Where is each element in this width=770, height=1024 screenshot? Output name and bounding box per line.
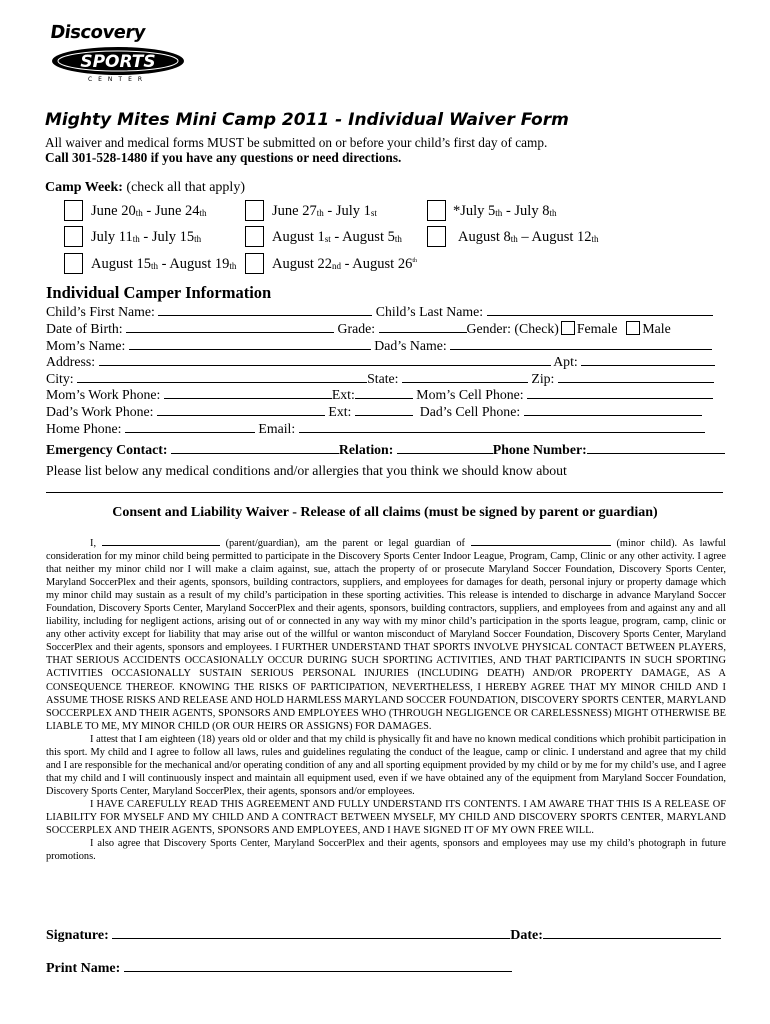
row-address: Address: Apt: bbox=[46, 353, 715, 370]
row-mom-phones: Mom’s Work Phone: Ext: Mom’s Cell Phone: bbox=[46, 386, 713, 403]
row-city: City: State: Zip: bbox=[46, 370, 714, 387]
dad-cell-field[interactable] bbox=[524, 403, 702, 416]
week-checkbox-8[interactable] bbox=[245, 253, 264, 274]
state-field[interactable] bbox=[402, 370, 528, 383]
week-option-4: July $11_{th}$ - July $15_{th}$ bbox=[91, 229, 202, 245]
grade-field[interactable] bbox=[379, 320, 467, 333]
parent-name-field[interactable] bbox=[102, 536, 220, 546]
waiver-paragraph-4: I also agree that Discovery Sports Center, Maryland SoccerPlex and their agents, sponsors and employees may use my child’s photograph in future promotions. bbox=[46, 838, 726, 863]
week-option-6: August $8_{th}$ – August $12_{th}$ bbox=[458, 229, 599, 245]
mom-ext-field[interactable] bbox=[355, 386, 413, 399]
dad-work-phone-field[interactable] bbox=[157, 403, 325, 416]
last-name-field[interactable] bbox=[487, 303, 713, 316]
print-name-field[interactable] bbox=[124, 958, 512, 972]
row-parents: Mom’s Name: Dad’s Name: bbox=[46, 337, 712, 354]
dad-name-field[interactable] bbox=[450, 337, 712, 350]
home-phone-field[interactable] bbox=[125, 420, 255, 433]
relation-field[interactable] bbox=[397, 441, 493, 454]
camper-info-heading: Individual Camper Information bbox=[46, 283, 272, 302]
week-option-1: June $20_{th}$ - June $24_{th}$ bbox=[91, 203, 207, 219]
week-option-5: August $1_{st}$ - August $5_{th}$ bbox=[272, 229, 402, 245]
logo-center-text: CENTER bbox=[87, 76, 149, 82]
address-field[interactable] bbox=[99, 353, 551, 366]
week-checkbox-5[interactable] bbox=[245, 226, 264, 247]
week-option-8: August $22_{nd}$ - August 26th bbox=[272, 256, 417, 272]
logo-sports-text: SPORTS bbox=[80, 52, 156, 72]
dob-field[interactable] bbox=[126, 320, 334, 333]
week-checkbox-1[interactable] bbox=[64, 200, 83, 221]
logo-sports-center bbox=[50, 44, 187, 82]
row-dob-grade-gender: Date of Birth: Grade: Gender: (Check) Female Male bbox=[46, 321, 671, 336]
waiver-body bbox=[46, 536, 726, 863]
dad-ext-field[interactable] bbox=[355, 403, 413, 416]
camp-week-label-row bbox=[45, 180, 245, 196]
week-checkbox-4[interactable] bbox=[64, 226, 83, 247]
zip-field[interactable] bbox=[558, 370, 714, 383]
row-emergency: Emergency Contact: Relation: Phone Number: bbox=[46, 441, 725, 458]
week-checkbox-3[interactable] bbox=[427, 200, 446, 221]
signature-field[interactable] bbox=[112, 925, 510, 939]
mom-work-phone-field[interactable] bbox=[164, 386, 332, 399]
week-option-3: *July $5_{th}$ - July $8_{th}$ bbox=[453, 203, 557, 219]
week-checkbox-7[interactable] bbox=[64, 253, 83, 274]
row-dad-phones: Dad’s Work Phone: Ext: Dad’s Cell Phone: bbox=[46, 403, 702, 420]
waiver-heading: Consent and Liability Waiver - Release of all claims (must be signed by parent or guardian) bbox=[112, 505, 658, 520]
row-child-name: Child’s First Name: Child’s Last Name: bbox=[46, 303, 713, 320]
emergency-phone-field[interactable] bbox=[587, 441, 725, 454]
medical-conditions-field[interactable] bbox=[46, 480, 723, 493]
medical-conditions-label: Please list below any medical conditions and/or allergies that you think we should know about bbox=[46, 463, 567, 478]
emergency-contact-field[interactable] bbox=[171, 441, 339, 454]
print-name-row: Print Name: bbox=[46, 958, 512, 977]
camp-week-hint: (check all that apply) bbox=[126, 180, 245, 195]
week-option-2: June $27_{th}$ - July $1_{st}$ bbox=[272, 203, 377, 219]
signature-row: Signature: Date: bbox=[46, 925, 721, 944]
waiver-paragraph-2: I attest that I am eighteen (18) years old or older and that my child is physically fit and have no known medical conditions which prohibit participation in this sport. My child and I agree to follow all laws, rules and guidelines regulating the conduct of the league, camp or clinic. I understand and agree that my child and I are responsible for the mechanical and/or operating condition of any and all sporting equipment provided by my child or by me for my child’s use, and I agree that my child and I will continuously inspect and maintain all equipment used, even if we have obtained any of the equipment from Maryland Soccer Foundation, Discovery Sports Center, Maryland SoccerPlex, their agents, sponsors and/or employees. bbox=[46, 733, 726, 797]
email-field[interactable] bbox=[299, 420, 705, 433]
week-option-7: August $15_{th}$ - August $19_{th}$ bbox=[91, 256, 237, 272]
row-home-email: Home Phone: Email: bbox=[46, 420, 705, 437]
week-checkbox-2[interactable] bbox=[245, 200, 264, 221]
first-name-field[interactable] bbox=[158, 303, 372, 316]
waiver-paragraph-1: I, (parent/guardian), am the parent or legal guardian of (minor child). As lawful consideration for my minor child being permitted to participate in the Discovery Sports Center Indoor League, Program, Camp, Clinic or any other activity. I agree that neither my minor child nor I will make a claim against, sue, attach the property of or prosecute Maryland Soccer Foundation, Discovery Sports Center, Maryland SoccerPlex and their agents, sponsors, building contractors, suppliers, and employees for damages for death, personal injury or property damage which my minor child may sustain as a result of my child’s participation in these sporting activities. This release is intended to discharge in advance Maryland Soccer Foundation, Discovery Sports Center, Maryland SoccerPlex and their agents, sponsors, building contractors, suppliers, and employees from and against any and all liability, including for negligent actions, arising out of or connected in any way with my minor child’s participation in the sports league, program, camp, clinic or any other activity except for liability that may arise out of the willful or wanton misconduct of Maryland Soccer Foundation, Discovery Sports Center, Maryland SoccerPlex and their agents, sponsors and employees. I FURTHER UNDERSTAND THAT SPORTS INVOLVE PHYSICAL CONTACT BETWEEN PLAYERS, THAT SERIOUS ACCIDENTS OCCASIONALLY OCCUR DURING SUCH SPORTING ACTIVITIES, AND THAT PARTICIPANTS IN SUCH SPORTING ACTIVITIES OCCASIONALLY SUSTAIN SERIOUS PERSONAL INJURIES (INCLUDING DEATH) AND/OR PROPERTY DAMAGE, AS A CONSEQUENCE THEREOF. KNOWING THE RISKS OF PARTICIPATION, NEVERTHELESS, I HEREBY AGREE THAT MY MINOR CHILD AND I ASSUME THOSE RISKS AND RELEASE AND HOLD HARMLESS MARYLAND SOCCER FOUNDATION, DISCOVERY SPORTS CENTER, MARYLAND SOCCERPLEX AND THEIR AGENTS, SPONSORS AND EMPLOYEES WHO (THROUGH NEGLIGENCE OR CARELESSNESS) MIGHT OTHERWISE BE LIABLE TO ME, MY MINOR CHILD (OR OUR HEIRS OR ASSIGNS) FOR DAMAGES. bbox=[46, 538, 726, 732]
date-field[interactable] bbox=[543, 925, 721, 939]
minor-child-field[interactable] bbox=[471, 536, 611, 546]
waiver-paragraph-3: I HAVE CAREFULLY READ THIS AGREEMENT AND FULLY UNDERSTAND ITS CONTENTS. I AM AWARE THAT THIS IS A RELEASE OF LIABILITY FOR MYSELF AND MY CHILD AND A CONTRACT BETWEEN MYSELF, MY CHILD AND DISCOVERY SPORTS CENTER, MARYLAND SOCCERPLEX AND THEIR AGENTS, SPONSORS AND EMPLOYEES, AND I HAVE SIGNED IT OF MY OWN FREE WILL. bbox=[46, 798, 726, 837]
intro-line-2: Call 301-528-1480 if you have any questions or need directions. bbox=[45, 150, 402, 165]
apt-field[interactable] bbox=[581, 353, 715, 366]
mom-name-field[interactable] bbox=[129, 337, 371, 350]
city-field[interactable] bbox=[77, 370, 367, 383]
camp-week-label: Camp Week: bbox=[45, 180, 123, 195]
page-title: Mighty Mites Mini Camp 2011 - Individual Waiver Form bbox=[45, 110, 569, 130]
mom-cell-field[interactable] bbox=[527, 386, 713, 399]
male-checkbox[interactable] bbox=[626, 321, 640, 335]
female-checkbox[interactable] bbox=[561, 321, 575, 335]
logo-discovery-text: Discovery bbox=[48, 22, 147, 43]
week-checkbox-6[interactable] bbox=[427, 226, 446, 247]
intro-line-1: All waiver and medical forms MUST be submitted on or before your child’s first day of camp. bbox=[45, 135, 548, 150]
